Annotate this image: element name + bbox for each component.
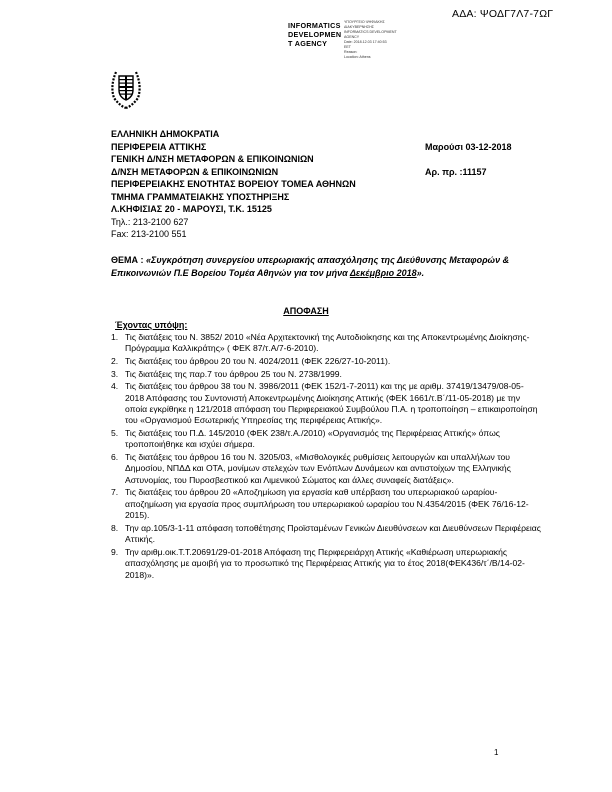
- signature-detail-line: ΔΙΑΚΥΒΕΡΝΗΣΗΣ: [344, 25, 375, 29]
- stamp-line: INFORMATICS: [288, 21, 341, 30]
- header-line: ΓΕΝΙΚΗ Δ/ΝΣΗ ΜΕΤΑΦΟΡΩΝ & ΕΠΙΚΟΙΝΩΝΙΩΝ: [111, 154, 314, 164]
- list-item: [111, 428, 541, 451]
- item-number: 7.: [111, 487, 119, 498]
- item-text: Τις διατάξεις του άρθρου 20 «Αποζημίωση για εργασία καθ υπέρβαση του υπερωριακού ωραρίου-αποζημίωση για εργασία προς συμπλήρωση του υπερωριακού ωραρίου του Ν.4354/2015 (ΦΕΚ 76/16-12-2015).: [125, 487, 529, 521]
- item-text: Την αριθμ.οικ.Τ.Τ.20691/29-01-2018 Απόφαση της Περιφερειάρχη Αττικής «Καθιέρωση υπερωριακής απασχόλησης με αμοιβή για το προσωπικό της Περιφέρειας Αττικής για το έτος 2018(ΦΕΚ436/τ΄/Β/14-02-2018)».: [125, 546, 525, 580]
- list-item: [111, 369, 541, 380]
- fax-line: Fax: 213-2100 551: [111, 229, 187, 239]
- item-number: 3.: [111, 368, 119, 379]
- stamp-line: DEVELOPMEN: [288, 30, 342, 39]
- signature-detail-line: Location: Athens: [344, 55, 371, 59]
- item-text: Τις διατάξεις του άρθρου 16 του Ν. 3205/03, «Μισθολογικές ρυθμίσεις λειτουργών και υπαλλήλων του Δημοσίου, ΝΠΔΔ και ΟΤΑ, μονίμων στελεχών των Ενόπλων Δυνάμεων και αντιστοίχων της Ελληνικής Αστυνομίας, του Πυροσβεστικού και Λιμενικού Σώματος και άλλες συναφείς διατάξεις».: [125, 452, 511, 485]
- subject-text: «Συγκρότηση συνεργείου υπερωριακής απασχόλησης της Διεύθυνσης Μεταφορών & Επικοινωνιών Π.Ε Βορείου Τομέα Αθηνών για τον μήνα: [111, 255, 510, 278]
- ada-code: ΑΔΑ: ΨΟΔΓ7Λ7-7ΩΓ: [452, 8, 554, 20]
- item-number: 8.: [111, 522, 119, 533]
- item-number: 5.: [111, 428, 119, 438]
- item-text: Τις διατάξεις της παρ.7 του άρθρου 25 του Ν. 2738/1999.: [125, 368, 342, 379]
- decision-title: ΑΠΟΦΑΣΗ: [283, 306, 329, 316]
- header-line: ΕΛΛΗΝΙΚΗ ΔΗΜΟΚΡΑΤΙΑ: [111, 129, 220, 139]
- document-date: Μαρούσι 03-12-2018: [425, 142, 512, 152]
- signature-detail-line: Reason:: [344, 50, 358, 54]
- item-number: 2.: [111, 356, 119, 366]
- item-text: Τις διατάξεις του Ν. 3852/ 2010 «Νέα Αρχιτεκτονική της Αυτοδιοίκησης και της Αποκεντρωμένης Διοίκησης-Πρόγραμμα Καλλικράτης» ( ΦΕΚ 87/τ.Α/7-6-2010).: [125, 332, 530, 354]
- signature-detail-line: INFORMATICS DEVELOPMENT AGENCY: [344, 30, 397, 39]
- list-item: [111, 523, 541, 546]
- issuing-authority-header: [111, 128, 356, 241]
- list-item: [111, 332, 541, 355]
- signature-details: [344, 20, 408, 60]
- phone-line: Τηλ.: 213-2100 627: [111, 216, 189, 227]
- item-text: Τις διατάξεις του άρθρου 20 του Ν. 4024/2011 (ΦΕΚ 226/27-10-2011).: [125, 356, 391, 366]
- header-line: ΤΜΗΜΑ ΓΡΑΜΜΑΤΕΙΑΚΗΣ ΥΠΟΣΤΗΡΙΞΗΣ: [111, 191, 290, 202]
- greek-state-emblem: [106, 66, 146, 115]
- subject-end: ».: [416, 268, 425, 278]
- header-line: Δ/ΝΣΗ ΜΕΤΑΦΟΡΩΝ & ΕΠΙΚΟΙΝΩΝΙΩΝ: [111, 166, 279, 177]
- item-text: Την αρ.105/3-1-11 απόφαση τοποθέτησης Προϊσταμένων Γενικών Διευθύνσεων και Διευθύνσεων Περιφέρειας Αττικής.: [125, 522, 541, 545]
- page-number: 1: [494, 748, 499, 757]
- item-text: Τις διατάξεις του Π.Δ. 145/2010 (ΦΕΚ 238/τ.Α./2010) «Οργανισμός της Περιφέρειας Αττικής» όπως τροποποιήθηκε και ισχύει σήμερα.: [125, 428, 500, 450]
- list-item: [111, 381, 541, 427]
- item-text: Τις διατάξεις του άρθρου 38 του Ν. 3986/2011 (ΦΕΚ 152/1-7-2011) και της με αριθμ. 37419/13479/08-05-2018 Απόφασης του Συντονιστή Αποκεντρωμένης Διοίκησης Αττικής (ΦΕΚ 1661/τ.Β΄/11-05-2018) με την οποία εγκρίθηκε η 121/2018 απόφαση του Περιφερειακού Συμβούλου Π.Α. η τροποποίηση – επικαιροποίηση του «Οργανισμού Εσωτερικής Υπηρεσίας της περιφέρειας Αττικής».: [125, 381, 538, 426]
- signature-detail-line: Date: 2018.12.03 17:40:53: [344, 40, 387, 44]
- digital-signature-stamp: [288, 21, 341, 48]
- subject-line: [111, 254, 531, 280]
- signature-detail-line: EET: [344, 45, 351, 49]
- item-number: 4.: [111, 381, 119, 392]
- subject-month: Δεκέμβριο 2018: [349, 268, 417, 278]
- item-number: 1.: [111, 332, 119, 342]
- header-line: ΠΕΡΙΦΕΡΕΙΑΚΗΣ ΕΝΟΤΗΤΑΣ ΒΟΡΕΙΟΥ ΤΟΜΕΑ ΑΘΗΝΩΝ: [111, 179, 356, 189]
- item-number: 6.: [111, 452, 119, 462]
- item-number: 9.: [111, 546, 119, 557]
- header-line: Λ.ΚΗΦΙΣΙΑΣ 20 - ΜΑΡΟΥΣΙ, Τ.Κ. 15125: [111, 204, 272, 214]
- considerations-list: [111, 332, 541, 582]
- stamp-line: T AGENCY: [288, 39, 328, 48]
- list-item: [111, 452, 541, 486]
- list-item: [111, 487, 541, 521]
- protocol-number: Αρ. πρ. :11157: [425, 167, 487, 177]
- list-item: [111, 356, 541, 367]
- header-line: ΠΕΡΙΦΕΡΕΙΑ ΑΤΤΙΚΗΣ: [111, 141, 207, 152]
- having-regard-heading: Έχοντας υπόψη:: [115, 320, 188, 330]
- list-item: [111, 547, 541, 581]
- subject-label: ΘΕΜΑ :: [111, 255, 144, 265]
- signature-detail-line: ΥΠΟΥΡΓΕΙΟ ΨΗΦΙΑΚΗΣ: [344, 20, 385, 24]
